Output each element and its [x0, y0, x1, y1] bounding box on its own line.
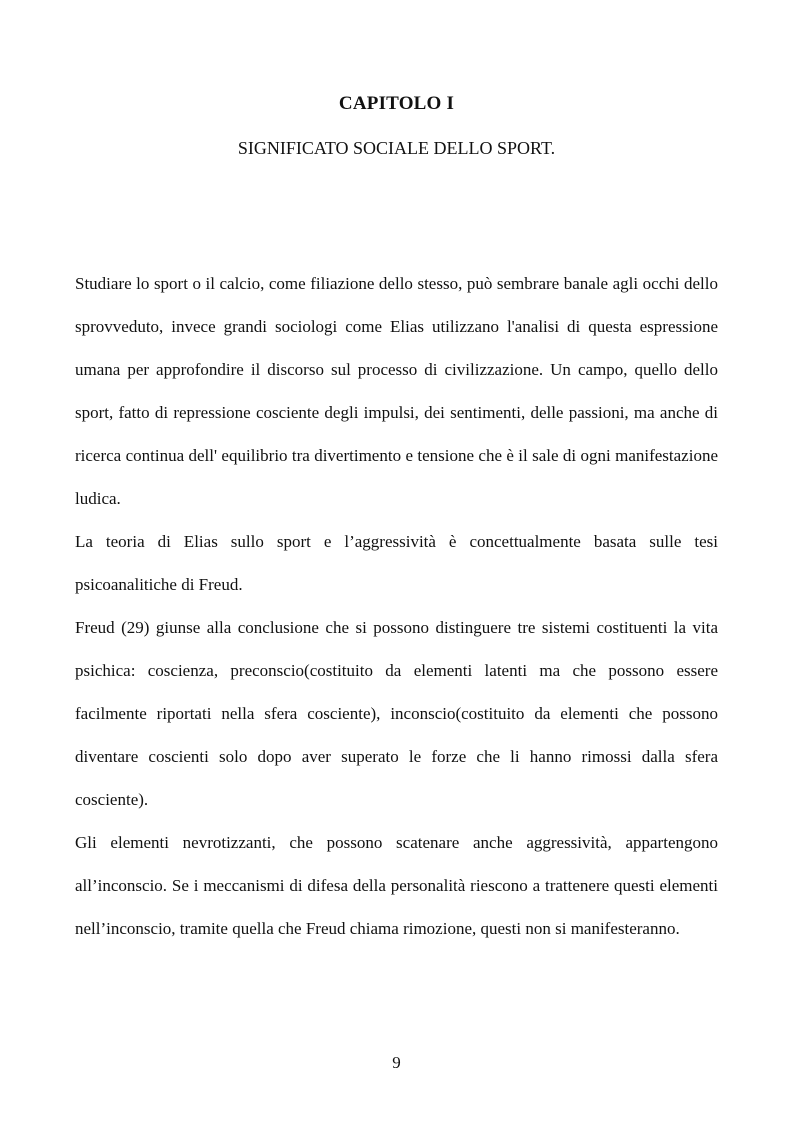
page-number: 9: [392, 1053, 401, 1072]
section-title: SIGNIFICATO SOCIALE DELLO SPORT.: [237, 138, 556, 158]
body-text: [75, 262, 718, 950]
paragraph: Gli elementi nevrotizzanti, che possono scatenare anche aggressività, appartengono all’inconscio. Se i meccanismi di difesa della personalità riescono a trattenere questi elementi nell’inconscio, tramite quella che Freud chiama rimozione, questi non si manifesteranno.: [75, 833, 718, 938]
paragraph: Freud (29) giunse alla conclusione che si possono distinguere tre sistemi costituenti la vita psichica: coscienza, preconscio(costituito da elementi latenti ma che possono essere facilmente riportati nella sfera cosciente), inconscio(costituito da elementi che possono diventare coscienti solo dopo aver superato le forze che li hanno rimossi dalla sfera cosciente).: [75, 618, 718, 809]
paragraph: La teoria di Elias sullo sport e l’aggressività è concettualmente basata sulle tesi psicoanalitiche di Freud.: [75, 532, 718, 594]
paragraph: Studiare lo sport o il calcio, come filiazione dello stesso, può sembrare banale agli occhi dello sprovveduto, invece grandi sociologi come Elias utilizzano l'analisi di questa espressione umana per approfondire il discorso sul processo di civilizzazione. Un campo, quello dello sport, fatto di repressione cosciente degli impulsi, dei sentimenti, delle passioni, ma anche di ricerca continua dell' equilibrio tra divertimento e tensione che è il sale di ogni manifestazione ludica.: [75, 274, 718, 508]
chapter-title: CAPITOLO I: [338, 93, 455, 114]
